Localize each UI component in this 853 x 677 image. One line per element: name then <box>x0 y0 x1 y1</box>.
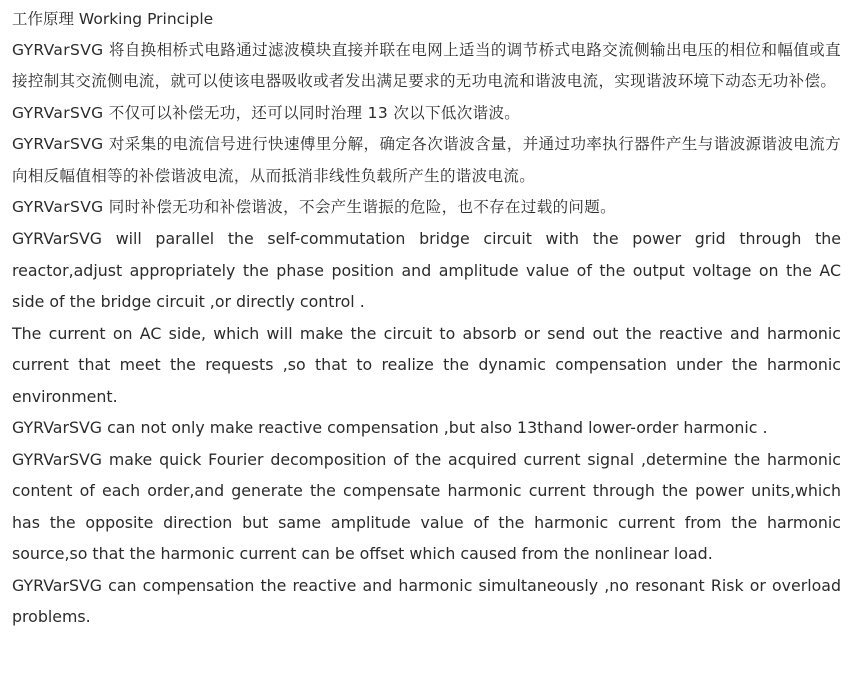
paragraph-cn-principle: GYRVarSVG 将自换相桥式电路通过滤波模块直接并联在电网上适当的调节桥式电路交流侧输出电压的相位和幅值或直接控制其交流侧电流，就可以使该电器吸收或者发出满足要求的无功电流和谐波电流，实现谐波环境下动态无功补偿。 <box>12 41 841 91</box>
paragraph-en-principle: GYRVarSVG will parallel the self-commutation bridge circuit with the power grid through the reactor,adjust appropriately the phase position and amplitude value of the output voltage on the AC side of the bridge circuit ,or directly control . <box>12 229 841 312</box>
section-title: 工作原理 Working Principle <box>12 10 214 28</box>
paragraph-en-reactive: GYRVarSVG can not only make reactive compensation ,but also 13thand lower-order harmonic . <box>12 418 768 438</box>
paragraph-en-fourier: GYRVarSVG make quick Fourier decomposition of the acquired current signal ,determine the harmonic content of each order,and generate the compensate harmonic current through the power units,which has the opposite direction but same amplitude value of the harmonic current from the harmonic source,so that the harmonic current can be offset which caused from the nonlinear load. <box>12 449 841 564</box>
paragraph-en-simultaneous: GYRVarSVG can compensation the reactive and harmonic simultaneously ,no resonant Risk or overload problems. <box>12 575 841 627</box>
paragraph-cn-reactive: GYRVarSVG 不仅可以补偿无功，还可以同时治理 13 次以下低次谐波。 <box>12 103 521 122</box>
paragraph-en-ac-side: The current on AC side, which will make the circuit to absorb or send out the reactive and harmonic current that meet the requests ,so that to realize the dynamic compensation under the harmonic environment. <box>12 323 841 406</box>
paragraph-cn-simultaneous: GYRVarSVG 同时补偿无功和补偿谐波，不会产生谐振的危险，也不存在过载的问题。 <box>12 198 616 217</box>
paragraph-cn-fourier: GYRVarSVG 对采集的电流信号进行快速傅里分解，确定各次谐波含量，并通过功率执行器件产生与谐波源谐波电流方向相反幅值相等的补偿谐波电流，从而抵消非线性负载所产生的谐波电流。 <box>12 135 841 185</box>
